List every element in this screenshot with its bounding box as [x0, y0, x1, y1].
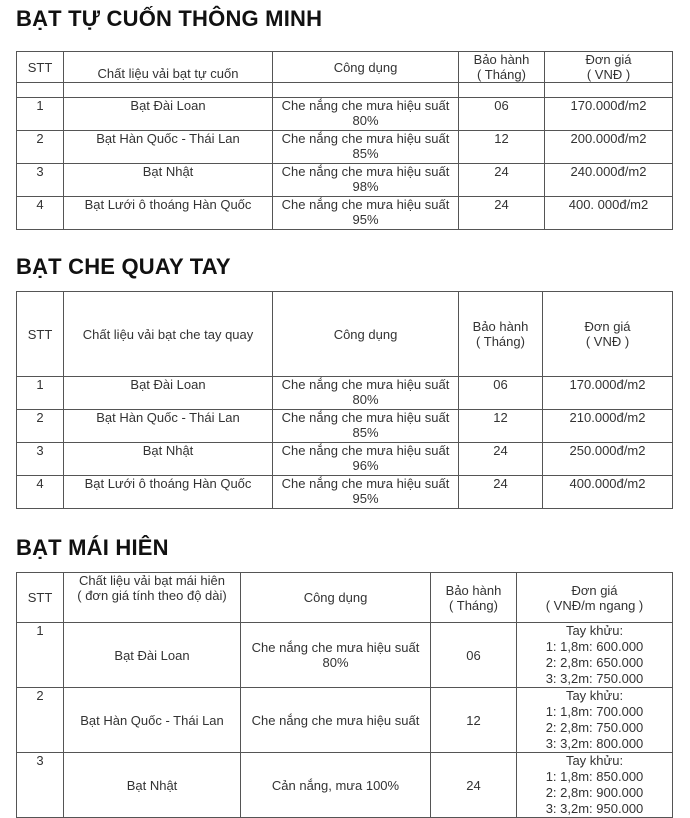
table-row	[17, 131, 673, 164]
price-line: Tay khửu:	[565, 688, 624, 703]
cell-material: Bạt Hàn Quốc - Thái Lan	[64, 410, 273, 443]
cell-stt: 1	[17, 98, 64, 131]
header-use: Công dụng	[273, 52, 459, 83]
header-price: Đơn giá ( VNĐ )	[545, 52, 673, 83]
cell-use: Che nắng che mưa hiệu suất 85%	[273, 410, 459, 443]
cell-material: Bạt Lưới ô thoáng Hàn Quốc	[64, 476, 273, 509]
price-line: 1: 1,8m: 600.000	[545, 639, 644, 654]
cell-warranty: 06	[431, 623, 517, 688]
cell-material: Bạt Lưới ô thoáng Hàn Quốc	[64, 197, 273, 230]
price-table-bat-tu-cuon	[16, 51, 673, 230]
cell-material: Bạt Nhật	[64, 164, 273, 197]
cell-material: Bạt Hàn Quốc - Thái Lan	[64, 688, 241, 753]
table-row	[17, 377, 673, 410]
cell-use: Che nắng che mưa hiệu suất 95%	[273, 476, 459, 509]
section-title-bat-mai-hien: BẠT MÁI HIÊN	[16, 535, 169, 560]
cell-stt: 3	[17, 753, 64, 818]
cell-use: Che nắng che mưa hiệu suất 98%	[273, 164, 459, 197]
cell-warranty: 24	[459, 197, 545, 230]
cell-price: 240.000đ/m2	[545, 164, 673, 197]
header-warranty: Bảo hành ( Tháng)	[459, 52, 545, 83]
cell-warranty: 06	[459, 98, 545, 131]
cell-warranty: 24	[431, 753, 517, 818]
cell-use: Che nắng che mưa hiệu suất 80%	[273, 377, 459, 410]
cell-price: 210.000đ/m2	[543, 410, 673, 443]
header-stt: STT	[17, 573, 64, 623]
header-price: Đơn giá ( VNĐ/m ngang )	[517, 573, 673, 623]
table-header-row	[17, 292, 673, 377]
header-use: Công dụng	[241, 573, 431, 623]
cell-price: 200.000đ/m2	[545, 131, 673, 164]
cell-warranty: 12	[459, 131, 545, 164]
cell-stt: 2	[17, 131, 64, 164]
cell-use: Che nắng che mưa hiệu suất 96%	[273, 443, 459, 476]
cell-use: Che nắng che mưa hiệu suất	[241, 688, 431, 753]
cell-stt: 1	[17, 377, 64, 410]
section-title-bat-tu-cuon: BẠT TỰ CUỐN THÔNG MINH	[16, 6, 323, 31]
header-stt: STT	[17, 292, 64, 377]
price-line: 2: 2,8m: 650.000	[545, 655, 644, 670]
section-title-bat-che-quay-tay: BẠT CHE QUAY TAY	[16, 254, 231, 279]
price-table-bat-che-quay-tay	[16, 291, 673, 509]
cell-use: Che nắng che mưa hiệu suất 80%	[241, 623, 431, 688]
cell-material: Bạt Đài Loan	[64, 98, 273, 131]
table-header-row	[17, 573, 673, 623]
cell-material: Bạt Hàn Quốc - Thái Lan	[64, 131, 273, 164]
cell-material: Bạt Nhật	[64, 753, 241, 818]
cell-warranty: 12	[459, 410, 543, 443]
price-line: 3: 3,2m: 800.000	[545, 736, 644, 751]
price-line: 2: 2,8m: 900.000	[545, 785, 644, 800]
cell-stt: 4	[17, 476, 64, 509]
cell-warranty: 12	[431, 688, 517, 753]
cell-stt: 1	[17, 623, 64, 688]
cell-price: 170.000đ/m2	[545, 98, 673, 131]
table-row	[17, 98, 673, 131]
cell-stt: 3	[17, 164, 64, 197]
cell-use: Che nắng che mưa hiệu suất 80%	[273, 98, 459, 131]
cell-material: Bạt Nhật	[64, 443, 273, 476]
price-line: 3: 3,2m: 750.000	[545, 671, 644, 686]
cell-use: Che nắng che mưa hiệu suất 85%	[273, 131, 459, 164]
cell-warranty: 06	[459, 377, 543, 410]
cell-price	[517, 623, 673, 688]
price-line: Tay khửu:	[565, 753, 624, 768]
header-stt: STT	[17, 52, 64, 83]
cell-stt: 3	[17, 443, 64, 476]
cell-material: Bạt Đài Loan	[64, 377, 273, 410]
cell-stt: 2	[17, 410, 64, 443]
price-line: Tay khửu:	[565, 623, 624, 638]
header-warranty: Bảo hành ( Tháng)	[431, 573, 517, 623]
cell-price: 400.000đ/m2	[543, 476, 673, 509]
header-material: Chất liệu vải bạt tự cuốn	[64, 52, 273, 83]
table-row	[17, 688, 673, 753]
header-warranty: Bảo hành ( Tháng)	[459, 292, 543, 377]
price-line: 2: 2,8m: 750.000	[545, 720, 644, 735]
table-row	[17, 164, 673, 197]
cell-warranty: 24	[459, 443, 543, 476]
cell-price: 400. 000đ/m2	[545, 197, 673, 230]
cell-price	[517, 753, 673, 818]
table-row	[17, 410, 673, 443]
header-use: Công dụng	[273, 292, 459, 377]
header-material: Chất liệu vải bạt che tay quay	[64, 292, 273, 377]
table-row	[17, 443, 673, 476]
cell-price: 170.000đ/m2	[543, 377, 673, 410]
table-row	[17, 476, 673, 509]
cell-use: Che nắng che mưa hiệu suất 95%	[273, 197, 459, 230]
cell-material: Bạt Đài Loan	[64, 623, 241, 688]
price-line: 1: 1,8m: 700.000	[545, 704, 644, 719]
cell-price: 250.000đ/m2	[543, 443, 673, 476]
cell-stt: 4	[17, 197, 64, 230]
cell-use: Cản nắng, mưa 100%	[241, 753, 431, 818]
table-row	[17, 753, 673, 818]
header-price: Đơn giá ( VNĐ )	[543, 292, 673, 377]
table-row	[17, 197, 673, 230]
price-line: 1: 1,8m: 850.000	[545, 769, 644, 784]
cell-warranty: 24	[459, 164, 545, 197]
header-material: Chất liệu vải bạt mái hiên ( đơn giá tính theo độ dài)	[64, 573, 241, 623]
table-row	[17, 623, 673, 688]
table-header-row	[17, 52, 673, 83]
cell-stt: 2	[17, 688, 64, 753]
cell-price	[517, 688, 673, 753]
price-line: 3: 3,2m: 950.000	[545, 801, 644, 816]
price-table-bat-mai-hien	[16, 572, 673, 818]
table-spacer-row	[17, 83, 673, 98]
cell-warranty: 24	[459, 476, 543, 509]
